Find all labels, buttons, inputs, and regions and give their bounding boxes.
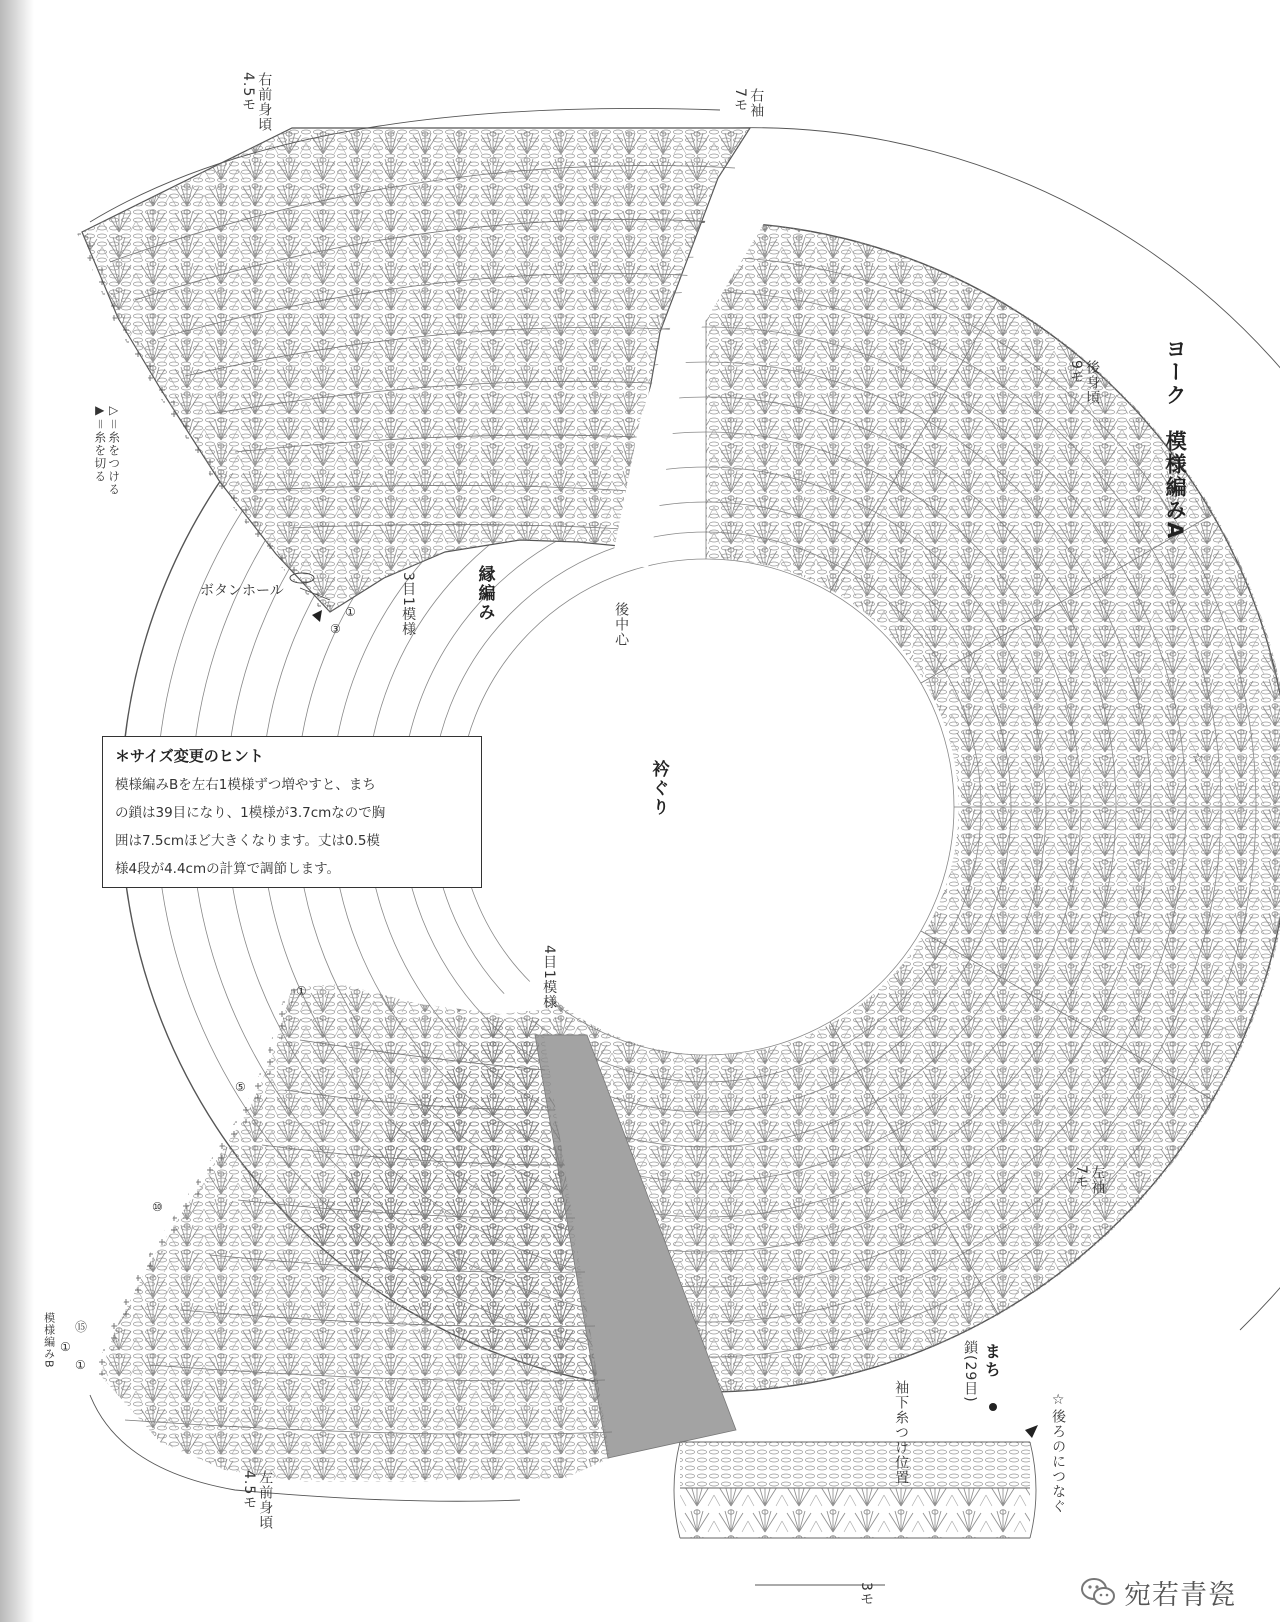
- right-front-label: [240, 72, 272, 132]
- left-sleeve-count: 7モ: [1073, 1165, 1090, 1190]
- four-stitch-repeat-label: 4目1模様: [541, 945, 558, 1010]
- hint-line-3: 囲は7.5cmほど大きくなります。丈は0.5模: [115, 833, 380, 849]
- junction-star: [1192, 751, 1204, 766]
- left-front-panel: [100, 984, 612, 1482]
- back-count: 9モ: [1068, 360, 1085, 385]
- hint-line-1: 模様編みBを左右1模様ずつ増やすと、まち: [115, 777, 376, 793]
- row-marker-10: ⑩: [152, 1200, 163, 1214]
- watermark: [1080, 1575, 1236, 1609]
- right-front-name: 右前身頃: [256, 72, 273, 132]
- chart-title: ヨーク 模様編みA: [1163, 338, 1188, 541]
- size-change-hint-box: [102, 736, 482, 888]
- border-stitch-label: 縁編み: [474, 565, 495, 622]
- gusset-chain-label: 鎖(29目): [962, 1340, 979, 1403]
- row-marker-5: ⑤: [235, 1080, 246, 1094]
- hint-line-4: 様4段が4.4cmの計算で調節します。: [115, 861, 341, 877]
- buttonhole-label: ボタンホール: [200, 583, 284, 599]
- hint-line-2: の鎖は39目になり、1模様が3.7cmなので胸: [115, 805, 386, 821]
- back-name: 後身頃: [1084, 360, 1101, 405]
- right-front-count: 4.5モ: [240, 72, 257, 113]
- left-front-name: 左前身頃: [257, 1470, 274, 1530]
- row-marker-1-left: ①: [296, 984, 307, 998]
- bottom-count-label: 3モ: [858, 1582, 875, 1607]
- neckline-label: 衿ぐり: [648, 760, 669, 817]
- row-marker-1-bottom-b: ①: [75, 1358, 86, 1372]
- left-front-count: 4.5モ: [241, 1470, 258, 1511]
- left-sleeve-label: [1073, 1165, 1105, 1195]
- left-sleeve-name: 左袖: [1089, 1165, 1106, 1195]
- back-label: [1068, 360, 1100, 405]
- watermark-text: 宛若青瓷: [1124, 1579, 1236, 1611]
- sleeve-join-position-label: 袖下糸つけ位置: [893, 1380, 910, 1485]
- legend: [92, 403, 120, 496]
- right-sleeve-name: 右袖: [748, 88, 765, 118]
- svg-text:☆: ☆: [1192, 751, 1204, 766]
- row-marker-3-top: ③: [330, 622, 341, 636]
- gusset-strip: [674, 1442, 1036, 1585]
- back-center-label: 後中心: [613, 602, 630, 647]
- pattern-b-label: 模様編みB: [42, 1312, 56, 1369]
- row-marker-1-top: ①: [345, 605, 356, 619]
- wechat-icon: [1080, 1577, 1116, 1607]
- right-sleeve-label: [732, 88, 764, 118]
- three-stitch-repeat-label: 3目1模様: [400, 572, 417, 637]
- left-front-label: [241, 1470, 273, 1530]
- gusset-label: まち: [982, 1343, 1002, 1379]
- hint-title: ＊サイズ変更のヒント: [115, 747, 264, 765]
- legend-cut-yarn: ▶＝糸を切る: [92, 403, 107, 484]
- join-back-label: ☆後ろのにつなぐ: [1050, 1392, 1067, 1514]
- legend-attach-yarn: ▷＝糸をつける: [106, 403, 121, 497]
- right-sleeve-count: 7モ: [732, 88, 749, 113]
- row-marker-15: ⑮: [75, 1320, 88, 1334]
- row-marker-1-bottom-a: ①: [60, 1340, 71, 1354]
